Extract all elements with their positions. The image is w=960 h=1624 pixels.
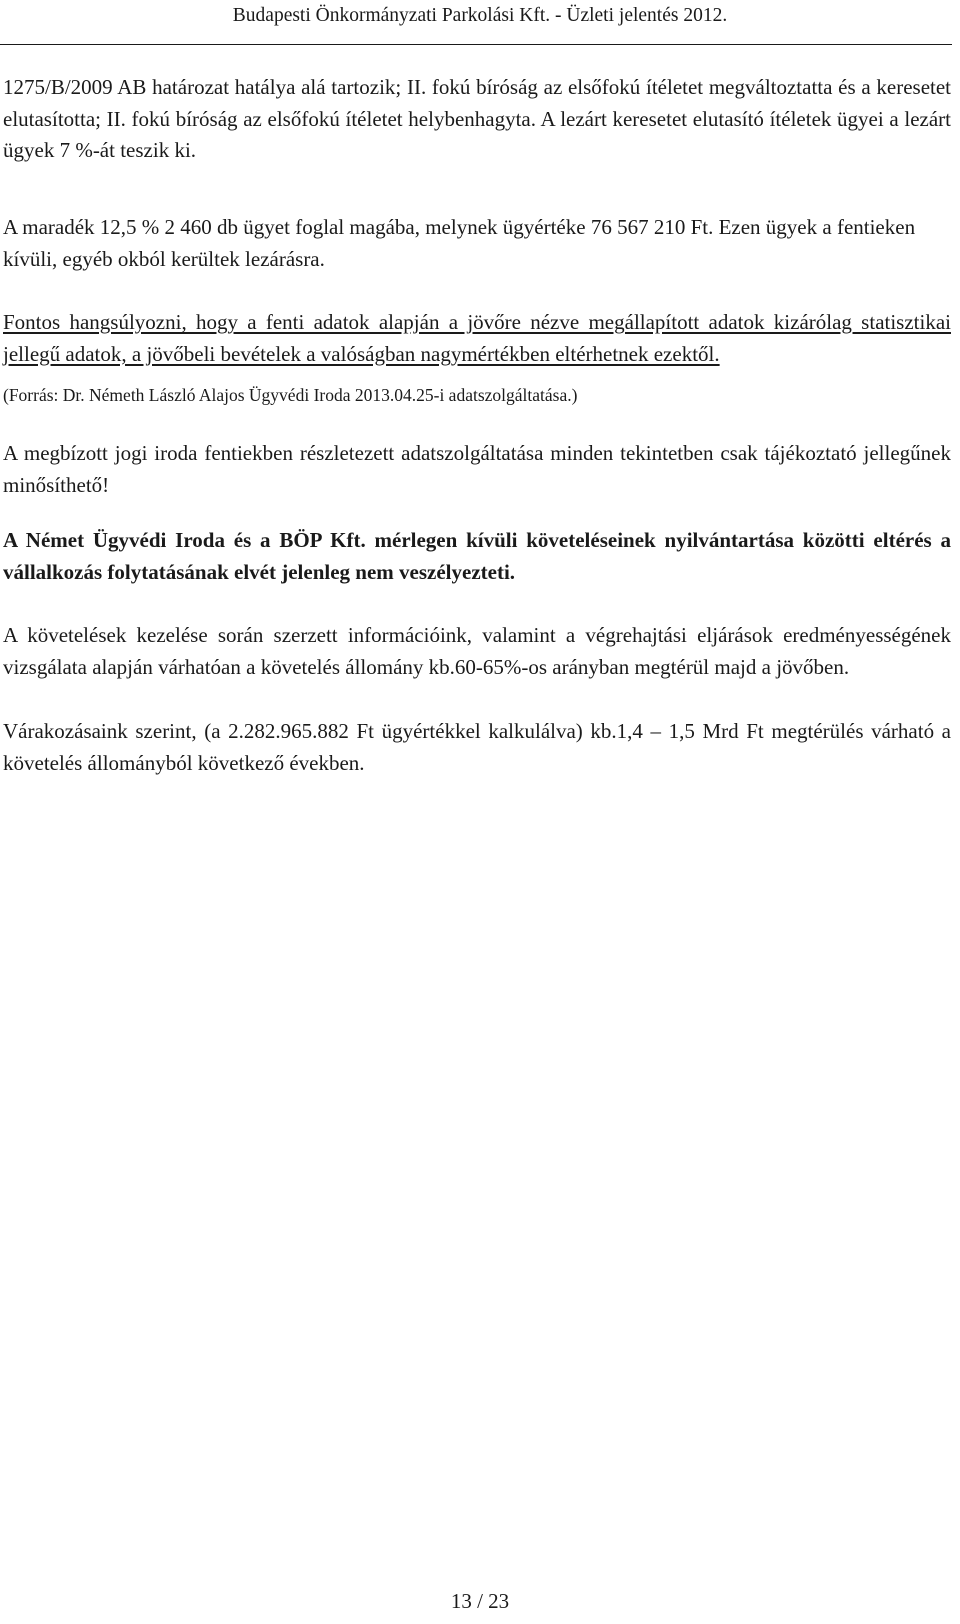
paragraph-expected-return: Várakozásaink szerint, (a 2.282.965.882 Ft ügyértékkel kalkulálva) kb.1,4 – 1,5 Mrd Ft megtérülés várható a követelés állományból következő években.	[3, 719, 951, 775]
document-body	[3, 72, 951, 779]
paragraph-recovery-estimate: A követelések kezelése során szerzett információink, valamint a végrehajtási eljárások eredményességének vizsgálata alapján várhatóan a követelés állomány kb.60-65%-os arányban megtérül majd a jövőben.	[3, 623, 951, 679]
paragraph-informative-notice: A megbízott jogi iroda fentiekben részletezett adatszolgáltatása minden tekintetben csak tájékoztató jellegűnek minősíthető!	[3, 441, 951, 497]
paragraph-discrepancy-statement: A Német Ügyvédi Iroda és a BÖP Kft. mérlegen kívüli követeléseinek nyilvántartása közötti eltérés a vállalkozás folytatásának elvét jelenleg nem veszélyezteti.	[3, 528, 951, 584]
page-header: Budapesti Önkormányzati Parkolási Kft. - Üzleti jelentés 2012.	[232, 5, 728, 26]
paragraph-statistical-disclaimer: Fontos hangsúlyozni, hogy a fenti adatok alapján a jövőre nézve megállapított adatok kizárólag statisztikai jellegű adatok, a jövőbeli bevételek a valóságban nagymértékben eltérhetnek ezektől.	[3, 310, 951, 366]
header-divider	[0, 44, 952, 45]
source-note: (Forrás: Dr. Németh László Alajos Ügyvédi Iroda 2013.04.25-i adatszolgáltatása.)	[3, 385, 578, 405]
paragraph-remaining-cases: A maradék 12,5 % 2 460 db ügyet foglal magába, melynek ügyértéke 76 567 210 Ft. Ezen ügyek a fentieken kívüli, egyéb okból kerültek lezárásra.	[3, 215, 916, 271]
page-number: 13 / 23	[450, 1589, 510, 1613]
paragraph-court-rulings: 1275/B/2009 AB határozat hatálya alá tartozik; II. fokú bíróság az elsőfokú ítéletet megváltoztatta és a keresetet elutasította; II. fokú bíróság az elsőfokú ítéletet helybenhagyta. A lezárt keresetet elutasító ítéletek ügyei a lezárt ügyek 7 %-át teszik ki.	[3, 75, 951, 162]
